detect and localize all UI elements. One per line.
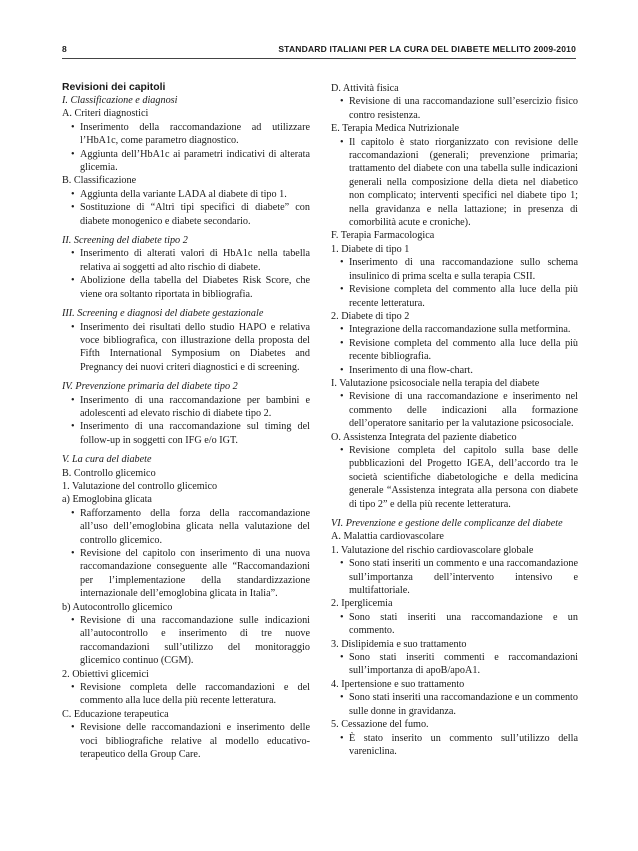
section-heading: Revisioni dei capitoli <box>62 82 166 93</box>
bullet-item: • Il capitolo è stato riorganizzato con revisione delle raccomandazioni (generali; prevenzione primaria; trattamento del diabete con una tabella sulle indicazioni generali nella composizione della dieta nel diabetico non complicato; interventi specifici nel diabete tipo 1; nella gravidanza e nella lattazione; in presenza di comorbilità acute e croniche). <box>331 136 578 230</box>
bullet-item: • Revisione completa del commento alla luce della più recente letteratura. <box>331 283 578 310</box>
bullet-item: • Inserimento di una raccomandazione sullo schema insulinico di prima scelta e sulla terapia CSII. <box>331 256 578 283</box>
bullet-item: • Inserimento dei risultati dello studio HAPO e relativa voce bibliografica, con illustrazione della proposta del Fifth International Symposium on Diabetes and Pregnancy dei nuovi criteri diagnostici e di screening. <box>62 321 310 375</box>
bullet-item: • Aggiunta dell’HbA1c ai parametri indicativi di alterata glicemia. <box>62 148 310 175</box>
chapter-title: I. Classificazione e diagnosi <box>62 95 178 106</box>
bullet-item: • Revisione di una raccomandazione sulle indicazioni all’autocontrollo e inserimento di tre nuove raccomandazioni sull’utilizzo del monitoraggio glicemico continuo (CGM). <box>62 614 310 668</box>
chapter-title: IV. Prevenzione primaria del diabete tipo 2 <box>62 381 238 393</box>
subsection-title: B. Classificazione <box>62 175 137 187</box>
chapter-title: VI. Prevenzione e gestione delle complicanze del diabete <box>331 518 563 529</box>
bullet-item: • Inserimento di alterati valori di HbA1c nella tabella relativa ai soggetti ad alto rischio di diabete. <box>62 247 310 274</box>
bullet-item: • Revisione delle raccomandazioni e inserimento delle voci bibliografiche relative al modello educativo-terapeutico della Group Care. <box>62 721 310 761</box>
subsection-title: 1. Diabete di tipo 1 <box>331 243 410 255</box>
subsection-title: A. Malattia cardiovascolare <box>331 531 444 543</box>
subsection-title: E. Terapia Medica Nutrizionale <box>331 123 460 135</box>
bullet-item: • Inserimento di una raccomandazione per bambini e adolescenti ad elevato rischio di diabete tipo 2. <box>62 394 310 421</box>
bullet-item: • Revisione completa del capitolo sulla base delle pubblicazioni del Progetto IGEA, dell’accordo tra le società scientifiche diabetologiche e della medicina generale “Assistenza integrata alla persona con diabete di tipo 2” e della più recente letteratura. <box>331 444 578 511</box>
bullet-item: • Abolizione della tabella del Diabetes Risk Score, che viene ora soltanto riportata in bibliografia. <box>62 274 310 301</box>
bullet-item: • Sono stati inseriti una raccomandazione e un commento sulle donne in gravidanza. <box>331 691 578 718</box>
bullet-item: • Revisione del capitolo con inserimento di una nuova raccomandazione conseguente alle “Raccomandazioni per l’implementazione della standardizzazione internazionale dell’emoglobina glicata in Italia”. <box>62 547 310 601</box>
subsection-title: a) Emoglobina glicata <box>62 494 152 506</box>
bullet-item: • È stato inserito un commento sull’utilizzo della vareniclina. <box>331 732 578 759</box>
subsection-title: 1. Valutazione del controllo glicemico <box>62 480 218 492</box>
chapter-title: II. Screening del diabete tipo 2 <box>62 235 188 247</box>
page-number: 8 <box>62 44 68 54</box>
bullet-item: • Revisione di una raccomandazione e inserimento nel commento delle indicazioni alla formazione dell’operatore sanitario per la valutazione psicosociale. <box>331 390 578 430</box>
subsection-title: I. Valutazione psicosociale nella terapia del diabete <box>331 377 540 389</box>
bullet-item: • Inserimento di una flow-chart. <box>331 364 578 377</box>
subsection-title: O. Assistenza Integrata del paziente diabetico <box>331 431 517 443</box>
subsection-title: 5. Cessazione del fumo. <box>331 719 429 731</box>
bullet-item: • Revisione di una raccomandazione sull’esercizio fisico contro resistenza. <box>331 95 578 122</box>
running-title: STANDARD ITALIANI PER LA CURA DEL DIABETE MELLITO 2009-2010 <box>278 44 576 54</box>
bullet-item: • Integrazione della raccomandazione sulla metformina. <box>331 323 578 336</box>
subsection-title: C. Educazione terapeutica <box>62 708 169 720</box>
right-column <box>331 82 578 758</box>
bullet-item: • Sono stati inseriti un commento e una raccomandazione sull’importanza dell’intervento intensivo e multifattoriale. <box>331 557 578 597</box>
bullet-item: • Rafforzamento della forza della raccomandazione all’uso dell’emoglobina glicata nella valutazione del controllo glicemico. <box>62 507 310 547</box>
subsection-title: 2. Diabete di tipo 2 <box>331 310 410 322</box>
bullet-item: • Inserimento di una raccomandazione sul timing del follow-up in soggetti con IFG e/o IGT. <box>62 420 310 447</box>
subsection-title: D. Attività fisica <box>331 83 399 94</box>
bullet-item: • Sostituzione di “Altri tipi specifici di diabete” con diabete monogenico e diabete secondario. <box>62 201 310 228</box>
bullet-item: • Inserimento della raccomandazione ad utilizzare l’HbA1c, come parametro diagnostico. <box>62 121 310 148</box>
subsection-title: 2. Obiettivi glicemici <box>62 668 149 680</box>
subsection-title: b) Autocontrollo glicemico <box>62 601 173 613</box>
bullet-item: • Revisione completa del commento alla luce della più recente bibliografia. <box>331 337 578 364</box>
subsection-title: 4. Ipertensione e suo trattamento <box>331 678 465 690</box>
bullet-item: • Aggiunta della variante LADA al diabete di tipo 1. <box>62 188 310 201</box>
bullet-item: • Sono stati inseriti una raccomandazione e un commento. <box>331 611 578 638</box>
subsection-title: A. Criteri diagnostici <box>62 108 149 120</box>
subsection-title: B. Controllo glicemico <box>62 467 156 479</box>
subsection-title: F. Terapia Farmacologica <box>331 230 435 242</box>
bullet-item: • Revisione completa delle raccomandazioni e del commento alla luce della più recente letteratura. <box>62 681 310 708</box>
subsection-title: 1. Valutazione del rischio cardiovascolare globale <box>331 544 534 556</box>
left-column <box>62 82 310 762</box>
header-rule <box>62 58 576 59</box>
chapter-title: V. La cura del diabete <box>62 454 152 466</box>
subsection-title: 3. Dislipidemia e suo trattamento <box>331 638 467 650</box>
chapter-title: III. Screening e diagnosi del diabete gestazionale <box>62 308 264 320</box>
bullet-item: • Sono stati inseriti commenti e raccomandazioni sull’importanza di apoB/apoA1. <box>331 651 578 678</box>
subsection-title: 2. Iperglicemia <box>331 598 393 610</box>
